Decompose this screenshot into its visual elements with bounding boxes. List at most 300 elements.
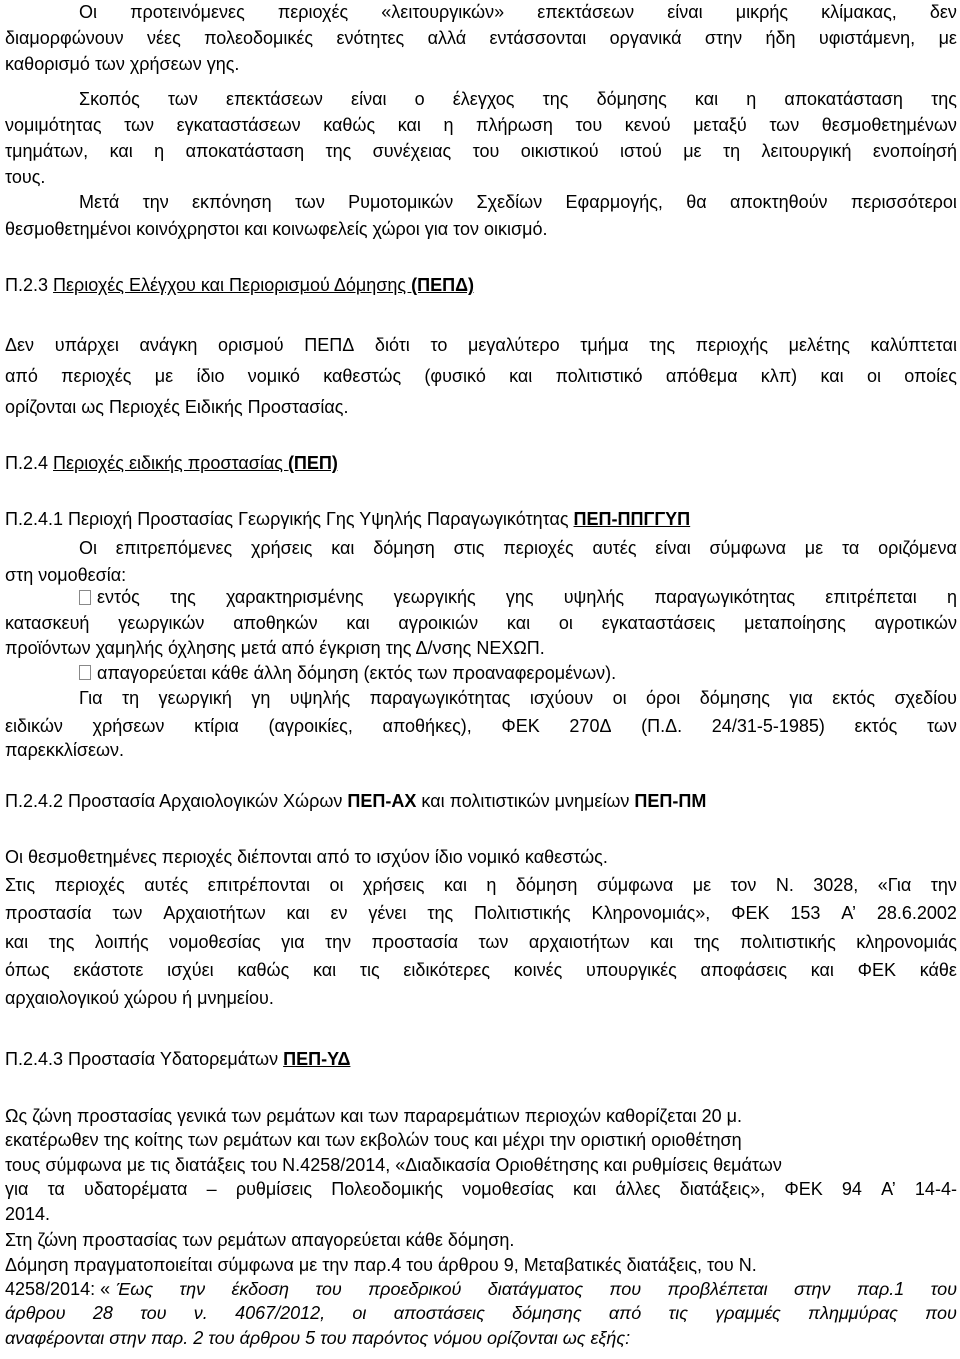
word: επιτρεπόμενες — [115, 538, 233, 558]
word: Κληρονομιάς», — [591, 903, 711, 923]
word: υψηλής — [289, 688, 351, 708]
word: Σχεδίων — [476, 192, 543, 212]
word: συνέχειας — [372, 141, 452, 161]
word: στις — [453, 538, 485, 558]
word: ενότητες — [336, 28, 405, 48]
word: – — [206, 1179, 217, 1199]
word: και — [109, 141, 133, 161]
heading-title: Π.2.4.3 Προστασία Υδατορεμάτων — [5, 1049, 284, 1069]
text-line: αρχαιολογικού χώρου ή μνημείου. — [5, 988, 274, 1008]
heading-title: Π.2.4.1 Περιοχή Προστασίας Γεωργικής Γης Υψηλής Παραγωγικότητας — [5, 509, 574, 529]
word: είναι — [655, 538, 691, 558]
text-line — [5, 930, 957, 954]
word: της — [169, 587, 196, 607]
quote-lead: 4258/2014: « — [5, 1279, 111, 1299]
word: εντός — [97, 587, 140, 607]
word: ΦΕΚ — [501, 716, 540, 736]
word: των — [112, 903, 143, 923]
word: εντάσσονται — [489, 28, 587, 48]
word: παρ.1 — [856, 1279, 905, 1299]
word: θα — [686, 192, 707, 212]
word: ΦΕΚ — [731, 903, 770, 923]
word: και — [820, 366, 844, 386]
heading-title: και πολιτιστικών μνημείων — [416, 791, 635, 811]
word: 4067/2012, — [235, 1303, 326, 1323]
word: κάθε — [919, 960, 957, 980]
word: Μετά — [79, 192, 120, 212]
text-line — [5, 901, 957, 925]
word: εγκαταστάσεων — [176, 115, 301, 135]
word: οργανικά — [609, 28, 682, 48]
word: διότι — [374, 335, 410, 355]
word: και — [443, 875, 467, 895]
word: άλλες — [615, 1179, 661, 1199]
word: πολιτιστικής — [739, 932, 836, 952]
text-line: Δόμηση πραγματοποιείται σύμφωνα με την παρ.4 του άρθρου 9, Μεταβατικές διατάξεις, του Ν. — [5, 1255, 757, 1275]
word: άρθρου — [5, 1303, 66, 1323]
word: αγροτικών — [874, 613, 957, 633]
word: της — [427, 903, 454, 923]
word: οποίες — [904, 366, 957, 386]
word: χρήσεις — [362, 875, 425, 895]
word: των — [124, 115, 155, 135]
text-line — [5, 139, 957, 163]
word: ήδη — [765, 28, 796, 48]
word: ίδιο — [196, 366, 225, 386]
heading-title: Περιοχές ειδικής προστασίας — [53, 453, 288, 473]
text-line: στη νομοθεσία: — [5, 565, 127, 585]
word: υφιστάμενη, — [818, 28, 916, 48]
text-line — [97, 585, 957, 609]
word: Πολεοδομικής — [331, 1179, 444, 1199]
word: τις — [668, 1303, 689, 1323]
word: αγροικιών — [398, 613, 479, 633]
word: γεωργική — [158, 688, 232, 708]
word: πολεοδομικές — [204, 28, 314, 48]
text-line: εκατέρωθεν της κοίτης των ρεμάτων και των εκβολών τους και μέχρι την οριστική οριοθέτηση — [5, 1130, 742, 1150]
word: με — [683, 141, 702, 161]
word: αυτές — [592, 538, 637, 558]
text-line: θεσμοθετημένοι κοινόχρηστοι και κοινωφελείς χώροι για τον οικισμό. — [5, 219, 548, 239]
word: και — [694, 89, 719, 109]
word: αποκατάσταση — [784, 89, 903, 109]
word: ισχύει — [167, 960, 214, 980]
heading-number: Π.2.3 — [5, 275, 54, 295]
word: επιτρέπονται — [207, 875, 311, 895]
word: σύμφωνα — [596, 875, 674, 895]
text-line — [5, 333, 957, 357]
word: στην — [793, 1279, 831, 1299]
word: διαμορφώνουν — [5, 28, 124, 48]
word: έκδοση — [231, 1279, 290, 1299]
word: εκτός — [854, 716, 898, 736]
quote-text: αναφέρονται στην παρ. 2 του άρθρου 5 του παρόντος νόμου ορίζονται ως εξής: — [5, 1328, 631, 1348]
word: παραγωγικότητας — [654, 587, 796, 607]
word: η — [946, 587, 957, 607]
word: γεωργικής — [393, 587, 476, 607]
word: αποκτηθούν — [729, 192, 828, 212]
word: του — [472, 141, 500, 161]
word: ΦΕΚ — [857, 960, 896, 980]
word: καθεστώς — [323, 366, 402, 386]
word: (Π.Δ. — [641, 716, 683, 736]
word: περιοχής — [695, 335, 768, 355]
word: ειδικότερες — [403, 960, 491, 980]
word: και — [346, 613, 370, 633]
word: ο — [414, 89, 425, 109]
quote-text — [5, 1301, 957, 1325]
word: την — [930, 875, 957, 895]
word: γεωργικών — [118, 613, 205, 633]
word: (φυσικό — [424, 366, 486, 386]
word: Για — [79, 688, 103, 708]
word: μικρής — [735, 2, 789, 22]
word: κλπ) — [760, 366, 798, 386]
word: αποφάσεις — [700, 960, 787, 980]
word: καθώς — [237, 960, 290, 980]
word: θεσμοθετημένων — [821, 115, 957, 135]
word: υπάρχει — [54, 335, 119, 355]
text-line: παρεκκλίσεων. — [5, 740, 125, 760]
word: οι — [612, 688, 627, 708]
word: χρήσεις — [250, 538, 313, 558]
word: αρχαιοτήτων — [528, 932, 630, 952]
word: σύμφωνα — [709, 538, 786, 558]
word: εκπόνηση — [192, 192, 272, 212]
word: Οι — [79, 2, 97, 22]
word: προβλέπεται — [667, 1279, 768, 1299]
text-line: καθορισμό των χρήσεων γης. — [5, 54, 240, 74]
section-heading-2-4-1 — [5, 507, 690, 531]
word: «Για — [877, 875, 912, 895]
text-line — [5, 611, 957, 635]
word: και — [650, 932, 674, 952]
text-line: Ως ζώνη προστασίας γενικά των ρεμάτων και των παραρεμάτιων περιοχών καθορίζεται 20 μ. — [5, 1106, 743, 1126]
text-line — [79, 87, 957, 111]
word: αποθήκες), — [382, 716, 472, 736]
word: για — [789, 688, 813, 708]
word: ορισμού — [217, 335, 284, 355]
word: Έως — [116, 1279, 154, 1299]
word: οι — [558, 613, 573, 633]
word: καθώς — [323, 115, 376, 135]
word: εκάστοτε — [73, 960, 144, 980]
word: νομοθεσίας — [169, 932, 261, 952]
word: Στις — [5, 875, 36, 895]
word: περιοχές — [503, 538, 574, 558]
word: γένει — [368, 903, 407, 923]
word: και — [509, 366, 533, 386]
word: κοινές — [513, 960, 563, 980]
word: 94 — [841, 1179, 862, 1199]
word: δόμηση — [515, 875, 578, 895]
word: με — [154, 366, 174, 386]
word: τη — [121, 688, 140, 708]
word: Ρυμοτομικών — [348, 192, 454, 212]
word: 14-4- — [914, 1179, 957, 1199]
word: του — [575, 115, 603, 135]
word: Οι — [79, 538, 97, 558]
word: (αγροικίες, — [268, 716, 353, 736]
word: χαρακτηρισμένης — [225, 587, 364, 607]
word: παραγωγικότητας — [369, 688, 511, 708]
section-heading-2-4 — [5, 451, 338, 475]
text-line — [5, 1177, 957, 1201]
word: επεκτάσεων — [225, 89, 323, 109]
word: εκτός — [832, 688, 876, 708]
word: το — [430, 335, 448, 355]
word: νομιμότητας — [5, 115, 102, 135]
word: τμημάτων, — [5, 141, 89, 161]
text-line: 2014. — [5, 1204, 51, 1224]
word: προεδρικού — [368, 1279, 462, 1299]
word: καλύπτεται — [870, 335, 957, 355]
word: για — [5, 1179, 29, 1199]
word: η — [486, 875, 497, 895]
word: και — [810, 960, 834, 980]
text-line: Στη ζώνη προστασίας των ρεμάτων απαγορεύεται κάθε δόμηση. — [5, 1230, 515, 1250]
word: η — [154, 141, 165, 161]
heading-title: Περιοχές Ελέγχου και Περιορισμού Δόμησης — [53, 275, 412, 295]
word: μεγαλύτερο — [468, 335, 560, 355]
text-line — [79, 536, 957, 560]
text-line — [79, 190, 957, 214]
word: νομικό — [247, 366, 300, 386]
text-line: Οι θεσμοθετημένες περιοχές διέπονται από το ισχύον ίδιο νομικό καθεστώς. — [5, 847, 608, 867]
word: μεταποίησης — [744, 613, 846, 633]
word: 24/31-5-1985) — [711, 716, 825, 736]
word: δόμησης — [596, 89, 667, 109]
word: γης — [505, 587, 534, 607]
word: είναι — [351, 89, 387, 109]
word: ιστού — [619, 141, 662, 161]
word: δόμηση — [373, 538, 435, 558]
bullet-box-icon — [79, 590, 91, 605]
word: και — [331, 538, 355, 558]
word: προστασία — [5, 903, 92, 923]
word: 28.6.2002 — [876, 903, 957, 923]
text-line — [5, 113, 957, 137]
word: τα — [47, 1179, 65, 1199]
word: Α’ — [841, 903, 856, 923]
heading-abbreviation: ΠΕΠ-ΠΜ — [634, 791, 707, 811]
word: λοιπής — [94, 932, 149, 952]
text-line — [5, 364, 957, 388]
word: των — [478, 932, 509, 952]
word: αποστάσεις — [393, 1303, 485, 1323]
word: χρήσεων — [92, 716, 165, 736]
heading-abbreviation: (ΠΕΠΔ) — [411, 275, 475, 295]
word: εγκαταστάσεις — [601, 613, 716, 633]
section-heading-2-4-3 — [5, 1047, 350, 1071]
word: Δεν — [5, 335, 35, 355]
text-line — [5, 714, 957, 738]
word: περισσότεροι — [850, 192, 957, 212]
word: του — [140, 1303, 167, 1323]
bullet-box-icon — [79, 665, 91, 680]
text-line: απαγορεύεται κάθε άλλη δόμηση (εκτός των προαναφερομένων). — [97, 663, 617, 683]
word: Αρχαιοτήτων — [163, 903, 266, 923]
word: του — [315, 1279, 342, 1299]
word: οι — [352, 1303, 367, 1323]
word: 28 — [92, 1303, 113, 1323]
word: των — [167, 89, 198, 109]
word: ΦΕΚ — [784, 1179, 823, 1199]
word: υπουργικές — [586, 960, 677, 980]
word: σχεδίου — [894, 688, 957, 708]
word: με — [804, 538, 824, 558]
word: της — [542, 89, 569, 109]
word: δεν — [929, 2, 957, 22]
word: με — [692, 875, 712, 895]
word: που — [609, 1279, 642, 1299]
heading-abbreviation: (ΠΕΠ) — [287, 453, 338, 473]
word: νομοθεσίας — [462, 1179, 554, 1199]
word: διατάξεις», — [679, 1179, 766, 1199]
heading-abbreviation: ΠΕΠ-ΠΠΓΓΥΠ — [573, 509, 691, 529]
heading-title: Π.2.4.2 Προστασία Αρχαιολογικών Χώρων — [5, 791, 348, 811]
word: και — [397, 115, 421, 135]
word: τα — [842, 538, 860, 558]
text-line: προϊόντων χαμηλής όχλησης μετά από έγκριση της Δ/νσης ΝΕΧΩΠ. — [5, 638, 545, 658]
word: και — [312, 960, 337, 980]
word: οι — [329, 875, 344, 895]
bullet-item — [79, 661, 616, 685]
word: 3028, — [813, 875, 859, 895]
word: με — [938, 28, 957, 48]
word: η — [746, 89, 757, 109]
word: περιοχές — [54, 875, 125, 895]
word: τις — [359, 960, 380, 980]
word: και — [573, 1179, 597, 1199]
word: τη — [722, 141, 741, 161]
word: που — [925, 1303, 957, 1323]
text-line: τους. — [5, 167, 46, 187]
word: όροι — [646, 688, 681, 708]
word: η — [443, 115, 454, 135]
word: Εφαρμογής, — [565, 192, 663, 212]
word: προτεινόμενες — [130, 2, 245, 22]
word: κλίμακας, — [821, 2, 897, 22]
word: ισχύουν — [529, 688, 594, 708]
word: διατάγματος — [487, 1279, 584, 1299]
word: μεταξύ — [693, 115, 747, 135]
word: αποθηκών — [233, 613, 318, 633]
word: «λειτουργικών» — [381, 2, 505, 22]
word: μελέτης — [788, 335, 850, 355]
word: επεκτάσεων — [537, 2, 635, 22]
word: της — [48, 932, 75, 952]
text-line — [79, 0, 957, 24]
word: ανάγκη — [139, 335, 198, 355]
text-line — [5, 26, 957, 50]
word: την — [179, 1279, 206, 1299]
word: οριζόμενα — [878, 538, 957, 558]
word: ενοποίησή — [872, 141, 957, 161]
word: γραμμές — [715, 1303, 781, 1323]
word: την — [142, 192, 169, 212]
word: πολιτιστικό — [555, 366, 643, 386]
heading-abbreviation: ΠΕΠ-ΑΧ — [347, 791, 417, 811]
word: κατασκευή — [5, 613, 90, 633]
word: πλημμύρας — [808, 1303, 898, 1323]
word: από — [608, 1303, 642, 1323]
word: και — [286, 903, 310, 923]
text-line: τους σύμφωνα με τις διατάξεις του Ν.4258/2014, «Διαδικασία Οριοθέτησης και ρυθμίσεις θεμάτων — [5, 1155, 782, 1175]
word: υδατορέματα — [84, 1179, 188, 1199]
word: τμήμα — [580, 335, 629, 355]
word: απόθεμα — [665, 366, 738, 386]
word: περιοχές — [61, 366, 132, 386]
word: δόμησης — [512, 1303, 582, 1323]
word: ν. — [193, 1303, 208, 1323]
word: Σκοπός — [79, 89, 140, 109]
word: εν — [330, 903, 348, 923]
text-line — [5, 873, 957, 897]
word: και — [5, 932, 29, 952]
word: Πολιτιστικής — [473, 903, 571, 923]
word: στην — [704, 28, 743, 48]
word: οικιστικού — [520, 141, 599, 161]
word: τον — [730, 875, 757, 895]
word: νέες — [147, 28, 181, 48]
word: από — [5, 366, 38, 386]
word: είναι — [667, 2, 703, 22]
word: των — [294, 192, 325, 212]
quote-line — [5, 1277, 957, 1301]
word: κενού — [624, 115, 671, 135]
word: των — [927, 716, 957, 736]
word: 270Δ — [569, 716, 612, 736]
word: αποκατάσταση — [185, 141, 305, 161]
word: ΠΕΠΔ — [304, 335, 355, 355]
word: των — [769, 115, 800, 135]
word: για — [281, 932, 305, 952]
word: την — [324, 932, 352, 952]
word: λειτουργική — [761, 141, 852, 161]
word: Α’ — [881, 1179, 896, 1199]
word: ειδικών — [5, 716, 63, 736]
text-line: ορίζονται ως Περιοχές Ειδικής Προστασίας. — [5, 397, 349, 417]
heading-number: Π.2.4 — [5, 453, 54, 473]
word: αλλά — [427, 28, 467, 48]
section-heading-2-3 — [5, 273, 474, 297]
word: 153 — [790, 903, 821, 923]
word: έλεγχος — [452, 89, 515, 109]
bullet-item — [79, 585, 957, 609]
word: της — [649, 335, 675, 355]
word: της — [931, 89, 957, 109]
word: αυτές — [144, 875, 189, 895]
word: Ν. — [775, 875, 794, 895]
word: και — [506, 613, 531, 633]
word: πλήρωση — [476, 115, 553, 135]
text-line — [79, 686, 957, 710]
word: κτίρια — [194, 716, 239, 736]
word: επιτρέπεται — [825, 587, 917, 607]
word: οι — [866, 366, 881, 386]
word: κληρονομιάς — [856, 932, 957, 952]
word: της — [693, 932, 720, 952]
heading-abbreviation: ΠΕΠ-ΥΔ — [283, 1049, 351, 1069]
word: δόμησης — [699, 688, 770, 708]
section-heading-2-4-2 — [5, 789, 706, 813]
word: προστασία — [371, 932, 459, 952]
word: ρυθμίσεις — [235, 1179, 313, 1199]
quote-text — [116, 1277, 957, 1301]
word: γη — [251, 688, 271, 708]
word: του — [930, 1279, 957, 1299]
